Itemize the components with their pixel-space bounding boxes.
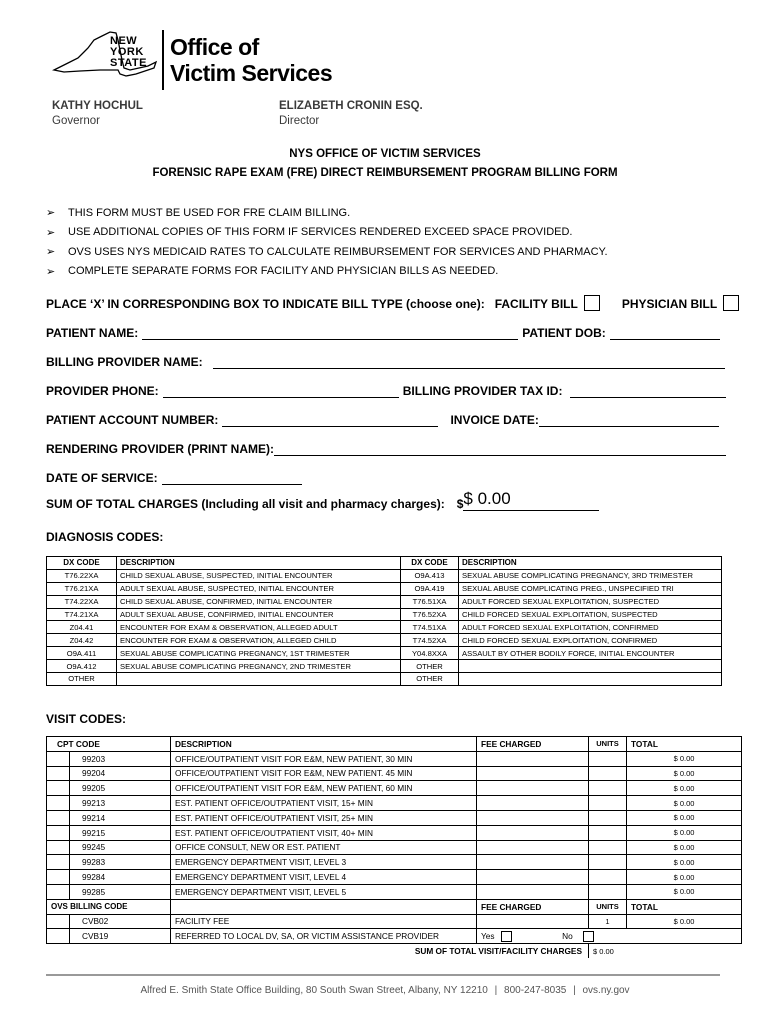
row-checkbox[interactable]: [47, 855, 70, 870]
dx-code: Z04.41: [47, 621, 117, 634]
visit-description: EMERGENCY DEPARTMENT VISIT, LEVEL 5: [171, 884, 477, 899]
units-input[interactable]: [589, 884, 627, 899]
sum-visit-label: SUM OF TOTAL VISIT/FACILITY CHARGES: [414, 946, 582, 957]
visit-description: EST. PATIENT OFFICE/OUTPATIENT VISIT, 40+ MIN: [171, 825, 477, 840]
date-of-service-label: DATE OF SERVICE:: [46, 471, 158, 485]
dx-code: T74.52XA: [401, 634, 459, 647]
sum-dollar-sign: $: [456, 497, 464, 511]
arrow-bullet-icon: ➢: [46, 246, 56, 259]
row-total: $ 0.00: [627, 870, 742, 885]
row-total: $ 0.00: [627, 796, 742, 811]
dx-code: T74.21XA: [47, 608, 117, 621]
cpt-code: 99213: [70, 796, 171, 811]
row-checkbox[interactable]: [47, 914, 70, 929]
table-row: [47, 751, 742, 766]
table-row: [47, 621, 722, 634]
units-input[interactable]: [589, 855, 627, 870]
tax-id-label: BILLING PROVIDER TAX ID:: [402, 384, 563, 398]
table-row: [47, 855, 742, 870]
dx-desc: SEXUAL ABUSE COMPLICATING PREG., UNSPECIFIED TRI: [459, 582, 722, 595]
table-row: [47, 673, 722, 686]
sum-total-value: $ 0.00: [463, 489, 511, 508]
units-input[interactable]: [589, 825, 627, 840]
dx-desc: ENCOUNTER FOR EXAM & OBSERVATION, ALLEGED ADULT: [117, 621, 401, 634]
instruction-text: OVS USES NYS MEDICAID RATES TO CALCULATE REIMBURSEMENT FOR SERVICES AND PHARMACY.: [68, 245, 608, 258]
blank-cell: [171, 899, 477, 914]
row-checkbox[interactable]: [47, 825, 70, 840]
footer-separator: |: [573, 985, 576, 996]
dx-desc: ADULT SEXUAL ABUSE, SUSPECTED, INITIAL ENCOUNTER: [117, 582, 401, 595]
table-row: [47, 825, 742, 840]
dx-code: O9A.419: [401, 582, 459, 595]
provider-phone-label: PROVIDER PHONE:: [46, 384, 159, 398]
dx-code: T74.22XA: [47, 595, 117, 608]
description-header: DESCRIPTION: [171, 737, 477, 752]
no-label: No: [562, 930, 573, 941]
units-value: 1: [589, 914, 627, 929]
table-row: [47, 796, 742, 811]
invoice-date-field[interactable]: [539, 414, 719, 427]
table-row: [47, 634, 722, 647]
tax-id-field[interactable]: [570, 385, 726, 398]
logo-state-line: YORK: [110, 46, 144, 58]
row-total: $ 0.00: [627, 781, 742, 796]
dx-desc-input[interactable]: [459, 673, 722, 686]
dx-code: O9A.411: [47, 647, 117, 660]
row-checkbox[interactable]: [47, 870, 70, 885]
bill-type-row: [46, 295, 739, 311]
dx-code-header: DX CODE: [47, 557, 117, 570]
row-total: $ 0.00: [627, 840, 742, 855]
fee-charged-input[interactable]: [477, 884, 589, 899]
units-input[interactable]: [589, 840, 627, 855]
visit-description: EST. PATIENT OFFICE/OUTPATIENT VISIT, 15+ MIN: [171, 796, 477, 811]
ovs-code: CVB19: [70, 929, 171, 944]
table-header-row: [47, 899, 742, 914]
units-input[interactable]: [589, 796, 627, 811]
ovs-description: REFERRED TO LOCAL DV, SA, OR VICTIM ASSISTANCE PROVIDER: [171, 929, 477, 944]
row-checkbox[interactable]: [47, 884, 70, 899]
logo-state-line: STATE: [110, 57, 147, 69]
visit-description: EMERGENCY DEPARTMENT VISIT, LEVEL 4: [171, 870, 477, 885]
ovs-description: FACILITY FEE: [171, 914, 477, 929]
table-row: [47, 914, 742, 929]
table-header-row: [47, 737, 742, 752]
footer-divider: [46, 974, 720, 976]
row-checkbox[interactable]: [47, 766, 70, 781]
table-row: [47, 582, 722, 595]
dx-code: T76.21XA: [47, 582, 117, 595]
visit-description: OFFICE/OUTPATIENT VISIT FOR E&M, NEW PATIENT, 60 MIN: [171, 781, 477, 796]
footer-website[interactable]: ovs.ny.gov: [582, 985, 630, 996]
dx-desc: ADULT FORCED SEXUAL EXPLOITATION, CONFIRMED: [459, 621, 722, 634]
director-name: ELIZABETH CRONIN ESQ.: [279, 100, 423, 112]
units-input[interactable]: [589, 781, 627, 796]
row-total: $ 0.00: [627, 766, 742, 781]
dx-desc: CHILD SEXUAL ABUSE, CONFIRMED, INITIAL ENCOUNTER: [117, 595, 401, 608]
visit-codes-title: VISIT CODES:: [46, 712, 127, 726]
table-row: [47, 870, 742, 885]
cpt-code: 99205: [70, 781, 171, 796]
logo-state-text: [110, 36, 147, 69]
cpt-code: 99284: [70, 870, 171, 885]
office-line-1: Office of: [170, 34, 259, 60]
cpt-code-header: CPT CODE: [47, 737, 171, 752]
dx-code: O9A.413: [401, 569, 459, 582]
dx-desc: CHILD FORCED SEXUAL EXPLOITATION, CONFIRMED: [459, 634, 722, 647]
dx-desc: SEXUAL ABUSE COMPLICATING PREGNANCY, 2ND TRIMESTER: [117, 660, 401, 673]
footer-address: Alfred E. Smith State Office Building, 80 South Swan Street, Albany, NY 12210: [140, 985, 488, 996]
units-input[interactable]: [589, 766, 627, 781]
list-item: [46, 223, 608, 243]
row-total: $ 0.00: [627, 810, 742, 825]
rendering-provider-field[interactable]: [274, 443, 726, 456]
dx-code: OTHER: [401, 673, 459, 686]
sum-visit-value: $ 0.00: [589, 944, 742, 958]
diagnosis-table: [46, 556, 722, 686]
list-item: [46, 262, 608, 282]
office-logo-text: [170, 34, 332, 86]
dx-desc: ADULT SEXUAL ABUSE, CONFIRMED, INITIAL ENCOUNTER: [117, 608, 401, 621]
sum-total-field[interactable]: [463, 489, 599, 511]
table-row: [47, 781, 742, 796]
dx-desc: ADULT FORCED SEXUAL EXPLOITATION, SUSPECTED: [459, 595, 722, 608]
fee-charged-input[interactable]: [477, 751, 589, 766]
logo-divider: [162, 30, 164, 90]
visit-description: OFFICE/OUTPATIENT VISIT FOR E&M, NEW PATIENT, 30 MIN: [171, 751, 477, 766]
dx-desc: ENCOUNTER FOR EXAM & OBSERVATION, ALLEGED CHILD: [117, 634, 401, 647]
patient-name-label: PATIENT NAME:: [46, 326, 139, 340]
dx-desc-header: DESCRIPTION: [459, 557, 722, 570]
physician-bill-label: PHYSICIAN BILL: [621, 297, 718, 311]
dx-desc-input[interactable]: [117, 673, 401, 686]
row-checkbox[interactable]: [47, 929, 70, 944]
instruction-text: THIS FORM MUST BE USED FOR FRE CLAIM BILLING.: [68, 206, 351, 219]
patient-account-label: PATIENT ACCOUNT NUMBER:: [46, 413, 219, 427]
fee-charged-input[interactable]: [477, 840, 589, 855]
list-item: [46, 203, 608, 223]
rendering-provider-row: [46, 442, 730, 456]
instructions-list: [46, 203, 608, 281]
row-total: $ 0.00: [627, 825, 742, 840]
dx-desc: SEXUAL ABUSE COMPLICATING PREGNANCY, 3RD TRIMESTER: [459, 569, 722, 582]
fee-charged-input[interactable]: [477, 796, 589, 811]
units-input[interactable]: [589, 870, 627, 885]
row-total: $ 0.00: [627, 855, 742, 870]
cpt-code: 99204: [70, 766, 171, 781]
billing-provider-name-field[interactable]: [213, 356, 725, 369]
fee-charged-input[interactable]: [477, 766, 589, 781]
yes-checkbox[interactable]: [501, 931, 512, 942]
dx-code: T76.52XA: [401, 608, 459, 621]
sum-row: [47, 944, 742, 958]
form-title-line-1: NYS OFFICE OF VICTIM SERVICES: [289, 148, 481, 160]
referral-options: [477, 929, 742, 944]
table-row: [47, 929, 742, 944]
units-header: UNITS: [589, 899, 627, 914]
patient-row: [46, 326, 724, 340]
date-of-service-field[interactable]: [162, 472, 302, 485]
total-header: TOTAL: [627, 737, 742, 752]
fee-charged-input[interactable]: [477, 781, 589, 796]
fee-charged-input[interactable]: [477, 810, 589, 825]
billing-provider-name-label: BILLING PROVIDER NAME:: [46, 355, 203, 369]
visit-description: EST. PATIENT OFFICE/OUTPATIENT VISIT, 25+ MIN: [171, 810, 477, 825]
fee-charged-input[interactable]: [477, 870, 589, 885]
rendering-provider-label: RENDERING PROVIDER (PRINT NAME):: [46, 442, 275, 456]
units-input[interactable]: [589, 751, 627, 766]
governor-title: Governor: [52, 115, 100, 127]
fee-charged-header: FEE CHARGED: [477, 737, 589, 752]
footer-phone: 800-247-8035: [504, 985, 567, 996]
row-checkbox[interactable]: [47, 840, 70, 855]
facility-bill-label: FACILITY BILL: [494, 297, 578, 311]
row-total: $ 0.00: [627, 914, 742, 929]
units-input[interactable]: [589, 810, 627, 825]
dx-code-header: DX CODE: [401, 557, 459, 570]
footer: [0, 985, 770, 996]
table-row: [47, 595, 722, 608]
logo-state-line: NEW: [110, 35, 138, 47]
dx-code: O9A.412: [47, 660, 117, 673]
row-checkbox[interactable]: [47, 751, 70, 766]
table-row: [47, 569, 722, 582]
billing-provider-row: [46, 355, 729, 369]
provider-phone-field[interactable]: [163, 385, 399, 398]
table-row: [47, 647, 722, 660]
arrow-bullet-icon: ➢: [46, 226, 56, 239]
row-total: $ 0.00: [627, 884, 742, 899]
dx-desc: CHILD FORCED SEXUAL EXPLOITATION, SUSPECTED: [459, 608, 722, 621]
fee-charged-input[interactable]: [477, 914, 589, 929]
fee-charged-input[interactable]: [477, 825, 589, 840]
row-checkbox[interactable]: [47, 781, 70, 796]
yes-label: Yes: [481, 930, 495, 941]
cpt-code: 99283: [70, 855, 171, 870]
table-row: [47, 810, 742, 825]
table-row: [47, 840, 742, 855]
table-row: [47, 884, 742, 899]
office-line-2: Victim Services: [170, 60, 333, 86]
table-header-row: [47, 557, 722, 570]
dx-code: Z04.42: [47, 634, 117, 647]
no-checkbox[interactable]: [583, 931, 594, 942]
invoice-date-label: INVOICE DATE:: [450, 413, 539, 427]
cpt-code: 99285: [70, 884, 171, 899]
fee-charged-header: FEE CHARGED: [477, 899, 589, 914]
row-checkbox[interactable]: [47, 796, 70, 811]
instruction-text: COMPLETE SEPARATE FORMS FOR FACILITY AND PHYSICIAN BILLS AS NEEDED.: [68, 265, 499, 278]
dx-code: T76.22XA: [47, 569, 117, 582]
form-title-line-2: FORENSIC RAPE EXAM (FRE) DIRECT REIMBURSEMENT PROGRAM BILLING FORM: [152, 167, 618, 179]
director-title: Director: [279, 115, 320, 127]
total-header: TOTAL: [627, 899, 742, 914]
arrow-bullet-icon: ➢: [46, 265, 56, 278]
diagnosis-title: DIAGNOSIS CODES:: [46, 530, 164, 544]
list-item: [46, 242, 608, 262]
dx-code: Y04.8XXA: [401, 647, 459, 660]
ovs-code: CVB02: [70, 914, 171, 929]
dx-code: T76.51XA: [401, 595, 459, 608]
dx-code: OTHER: [401, 660, 459, 673]
ovs-billing-code-header: OVS BILLING CODE: [47, 899, 171, 914]
fee-charged-input[interactable]: [477, 855, 589, 870]
patient-name-field[interactable]: [142, 327, 518, 340]
provider-phone-row: [46, 384, 730, 398]
units-header: UNITS: [589, 737, 627, 752]
table-row: [47, 660, 722, 673]
dx-desc: ASSAULT BY OTHER BODILY FORCE, INITIAL ENCOUNTER: [459, 647, 722, 660]
dx-code: OTHER: [47, 673, 117, 686]
cpt-code: 99203: [70, 751, 171, 766]
dx-desc: SEXUAL ABUSE COMPLICATING PREGNANCY, 1ST TRIMESTER: [117, 647, 401, 660]
patient-dob-field[interactable]: [610, 327, 720, 340]
facility-bill-checkbox[interactable]: [584, 295, 600, 311]
dx-desc-input[interactable]: [459, 660, 722, 673]
footer-separator: |: [494, 985, 498, 996]
sum-total-row: [46, 489, 599, 511]
row-checkbox[interactable]: [47, 810, 70, 825]
dx-desc: CHILD SEXUAL ABUSE, SUSPECTED, INITIAL ENCOUNTER: [117, 569, 401, 582]
account-row: [46, 413, 723, 427]
row-total: $ 0.00: [627, 751, 742, 766]
instruction-text: USE ADDITIONAL COPIES OF THIS FORM IF SERVICES RENDERED EXCEED SPACE PROVIDED.: [68, 226, 573, 239]
visit-description: OFFICE/OUTPATIENT VISIT FOR E&M, NEW PATIENT. 45 MIN: [171, 766, 477, 781]
dx-desc-header: DESCRIPTION: [117, 557, 401, 570]
table-row: [47, 766, 742, 781]
visit-description: OFFICE CONSULT, NEW OR EST. PATIENT: [171, 840, 477, 855]
arrow-bullet-icon: ➢: [46, 207, 56, 220]
patient-dob-label: PATIENT DOB:: [522, 326, 606, 340]
visit-description: EMERGENCY DEPARTMENT VISIT, LEVEL 3: [171, 855, 477, 870]
cpt-code: 99214: [70, 810, 171, 825]
dx-code: T74.51XA: [401, 621, 459, 634]
table-row: [47, 608, 722, 621]
bill-type-label: PLACE ‘X’ IN CORRESPONDING BOX TO INDICATE BILL TYPE (choose one):: [46, 297, 485, 311]
cpt-code: 99215: [70, 825, 171, 840]
cpt-code: 99245: [70, 840, 171, 855]
governor-name: KATHY HOCHUL: [52, 100, 143, 112]
sum-total-label: SUM OF TOTAL CHARGES (Including all visit and pharmacy charges):: [46, 497, 445, 511]
patient-account-field[interactable]: [222, 414, 438, 427]
visit-codes-table: [46, 736, 742, 958]
physician-bill-checkbox[interactable]: [723, 295, 739, 311]
date-of-service-row: [46, 471, 306, 485]
